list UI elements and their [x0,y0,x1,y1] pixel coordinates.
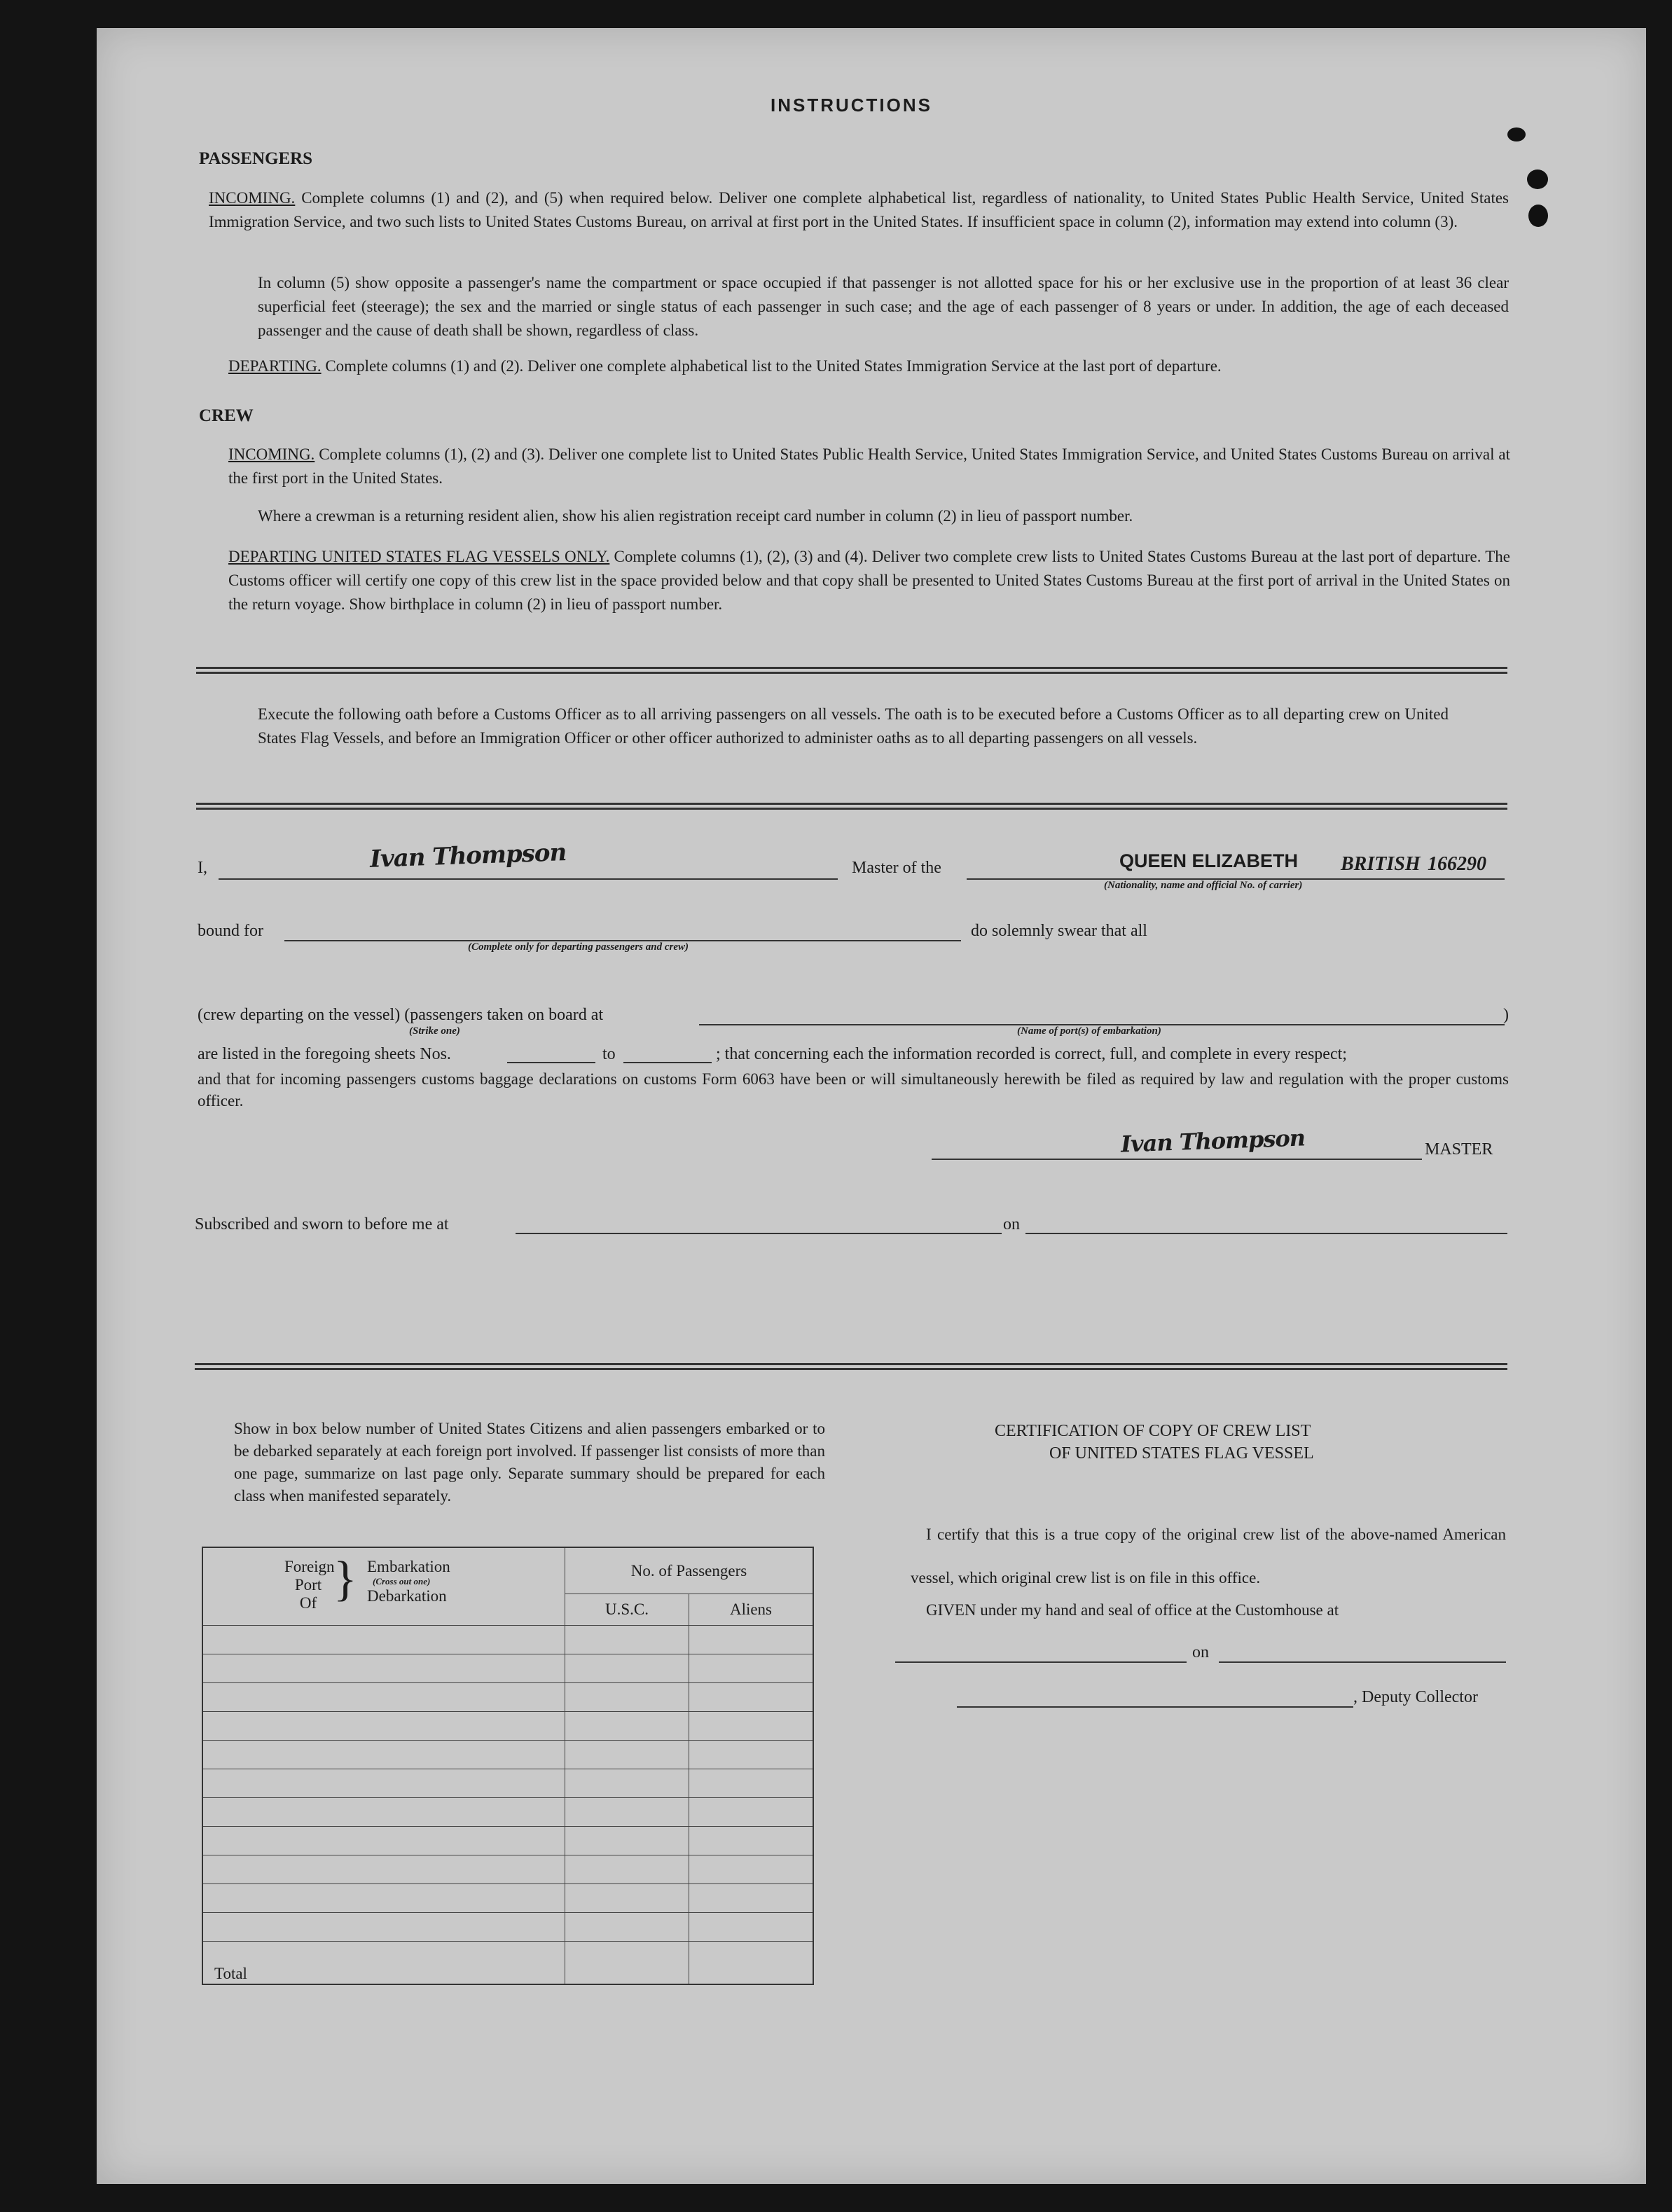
port-cell[interactable] [202,1798,565,1827]
usc-cell[interactable] [565,1741,689,1769]
table-row [202,1712,813,1741]
passengers-heading: PASSENGERS [199,149,313,168]
table-row [202,1827,813,1855]
port-cell[interactable] [202,1654,565,1683]
punch-hole-mark [1528,205,1548,227]
master-signature: Ivan Thompson [369,838,567,873]
punch-hole-mark [1527,170,1548,189]
aliens-cell[interactable] [689,1683,813,1712]
aliens-header: Aliens [689,1594,813,1626]
certification-on-label: on [1192,1643,1209,1661]
usc-cell[interactable] [565,1683,689,1712]
total-label: Total [202,1942,565,1985]
solemnly-swear-label: do solemnly swear that all [971,922,1147,940]
aliens-cell[interactable] [689,1827,813,1855]
passengers-departing-paragraph [228,354,1510,378]
aliens-cell[interactable] [689,1741,813,1769]
summary-instruction: Show in box below number of United States Citizens and alien passengers embarked or to be debarked separately at each foreign port involved. If passenger list consists of more than one page, summarize on last page only. Separate summary should be prepared for each class when manifested separately. [234,1420,825,1505]
master-name-line [219,878,838,880]
debarkation-label: Debarkation [367,1587,447,1605]
master-of-label: Master of the [852,859,941,877]
aliens-cell[interactable] [689,1855,813,1884]
oath-i-label: I, [198,859,207,877]
sheets-text-2: ; that concerning each the information recorded is correct, full, and complete in every respect; [716,1045,1347,1063]
crew-incoming-label: INCOMING. [228,445,315,463]
vessel-nationality: BRITISH [1341,853,1421,875]
certification-heading-1: CERTIFICATION OF COPY OF CREW LIST [995,1422,1311,1440]
bound-for-label: bound for [198,922,263,940]
table-row [202,1884,813,1913]
vessel-name: QUEEN ELIZABETH [1119,850,1299,871]
master-label: MASTER [1425,1140,1493,1159]
table-row [202,1798,813,1827]
given-text: GIVEN under my hand and seal of office at the Customhouse at [926,1601,1339,1619]
ports-caption: (Name of port(s) of embarkation) [1017,1025,1161,1037]
certification-date-line [1219,1661,1506,1663]
crew-departing-paragraph [228,545,1510,616]
port-cell[interactable] [202,1741,565,1769]
passenger-summary-table [202,1547,814,1985]
no-of-passengers-header: No. of Passengers [565,1547,813,1594]
sheets-to-label: to [602,1045,616,1063]
crew-heading: CREW [199,406,254,425]
aliens-cell[interactable] [689,1712,813,1741]
total-usc-cell[interactable] [565,1942,689,1985]
of-label: Of [299,1594,317,1612]
sheets-text-1: are listed in the foregoing sheets Nos. [198,1045,451,1063]
usc-cell[interactable] [565,1884,689,1913]
usc-cell[interactable] [565,1626,689,1654]
aliens-cell[interactable] [689,1884,813,1913]
table-row [202,1769,813,1798]
port-cell[interactable] [202,1626,565,1654]
table-row [202,1683,813,1712]
crew-incoming-paragraph [228,443,1510,490]
punch-hole-mark [1507,127,1526,141]
passengers-departing-text: Complete columns (1) and (2). Deliver one complete alphabetical list to the United States Immigration Service at the last port of departure. [325,357,1222,375]
foreign-port-header: Foreign Port Of } Embarkation (Cross out one) Debarkation [202,1547,565,1626]
passengers-column5-paragraph: In column (5) show opposite a passenger's name the compartment or space occupied if that passenger is not allotted space for his or her exclusive use in the proportion of at least 36 clear superficial feet (steerage); the sex and the married or single status of each passenger in such case; and the age of each passenger of 8 years or under. In addition, the age of each deceased passenger and the cause of death shall be shown, regardless of class. [258,274,1509,339]
master-signature-line [932,1159,1422,1160]
subscribed-place-line [516,1233,1002,1234]
usc-cell[interactable] [565,1913,689,1942]
port-cell[interactable] [202,1712,565,1741]
section-divider [196,667,1507,674]
certification-heading-2: OF UNITED STATES FLAG VESSEL [1049,1444,1314,1463]
section-divider [195,1363,1507,1370]
usc-header: U.S.C. [565,1594,689,1626]
oath-instruction-paragraph: Execute the following oath before a Customs Officer as to all arriving passengers on all vessels. The oath is to be executed before a Customs Officer as to all departing crew on United States Flag Vessels, and before an Immigration Officer or other officer authorized to administer oaths as to all departing passengers on all vessels. [258,705,1449,747]
crew-departing-text: Complete columns (1), (2), (3) and (4). Deliver two complete crew lists to United States Customs Bureau at the last port of departure. The Customs officer will certify one copy of this crew list in the space provided below and that copy shall be presented to United States Customs Bureau at the first port of arrival in the United States on the return voyage. Show birthplace in column (2) in lieu of passport number. [228,548,1511,613]
subscribed-date-line [1025,1233,1507,1234]
table-row [202,1654,813,1683]
foreign-label: Foreign [284,1558,335,1575]
table-row [202,1741,813,1769]
vessel-number: 166290 [1428,853,1486,875]
port-cell[interactable] [202,1913,565,1942]
sheets-from-line [507,1062,595,1063]
usc-cell[interactable] [565,1827,689,1855]
crew-resident-alien-paragraph: Where a crewman is a returning resident alien, show his alien registration receipt card number in column (2) in lieu of passport number. [258,507,1133,525]
bound-for-caption: (Complete only for departing passengers and crew) [468,941,689,953]
close-paren: ) [1503,1006,1509,1024]
carrier-caption: (Nationality, name and official No. of carrier) [1104,880,1303,891]
table-row [202,1913,813,1942]
total-row [202,1942,813,1985]
aliens-cell[interactable] [689,1626,813,1654]
usc-cell[interactable] [565,1798,689,1827]
usc-cell[interactable] [565,1855,689,1884]
crew-departing-label: (crew departing on the vessel) (passengers taken on board at [198,1006,604,1024]
strike-one-caption: (Strike one) [409,1025,460,1037]
passengers-incoming-text: Complete columns (1) and (2), and (5) when required below. Deliver one complete alphabetical list, regardless of nationality, to United States Public Health Service, United States Immigration Service, and two such lists to United States Customs Bureau, on arrival at first port in the United States. If insufficient space in column (2), information may extend into column (3). [209,189,1509,230]
crew-incoming-text: Complete columns (1), (2) and (3). Deliver one complete list to United States Public Health Service, United States Immigration Service, and United States Customs Bureau on arrival at the first port in the United States. [228,445,1511,487]
aliens-cell[interactable] [689,1798,813,1827]
usc-cell[interactable] [565,1712,689,1741]
master-signature-2: Ivan Thompson [1120,1124,1306,1158]
port-cell[interactable] [202,1827,565,1855]
certification-text: I certify that this is a true copy of the original crew list of the above-named American vessel, which original crew list is on file in this office. [911,1526,1506,1587]
aliens-cell[interactable] [689,1769,813,1798]
aliens-cell[interactable] [689,1913,813,1942]
page-title: INSTRUCTIONS [771,95,932,116]
passengers-incoming-paragraph [209,186,1509,234]
embarkation-label: Embarkation [367,1558,450,1575]
cross-out-caption: (Cross out one) [373,1576,431,1587]
port-cell[interactable] [202,1884,565,1913]
port-cell[interactable] [202,1769,565,1798]
crew-departing-label: DEPARTING UNITED STATES FLAG VESSELS ONLY. [228,548,610,565]
section-divider [196,803,1507,810]
port-cell[interactable] [202,1683,565,1712]
port-label: Port [294,1576,322,1594]
table-header-row [202,1547,813,1594]
passengers-incoming-label: INCOMING. [209,189,296,207]
port-cell[interactable] [202,1855,565,1884]
customhouse-line [895,1661,1187,1663]
usc-cell[interactable] [565,1654,689,1683]
sheets-text-3: and that for incoming passengers customs baggage declarations on customs Form 6063 have been or will simultaneously herewith be filed as required by law and regulation with the proper customs officer. [198,1070,1509,1110]
usc-cell[interactable] [565,1769,689,1798]
subscribed-on-label: on [1003,1215,1020,1233]
subscribed-label: Subscribed and sworn to before me at [195,1215,449,1233]
table-row [202,1626,813,1654]
total-aliens-cell[interactable] [689,1942,813,1985]
passengers-departing-label: DEPARTING. [228,357,322,375]
deputy-collector-line [957,1706,1353,1708]
deputy-collector-label: , Deputy Collector [1353,1688,1478,1706]
aliens-cell[interactable] [689,1654,813,1683]
sheets-to-line [623,1062,712,1063]
table-row [202,1855,813,1884]
